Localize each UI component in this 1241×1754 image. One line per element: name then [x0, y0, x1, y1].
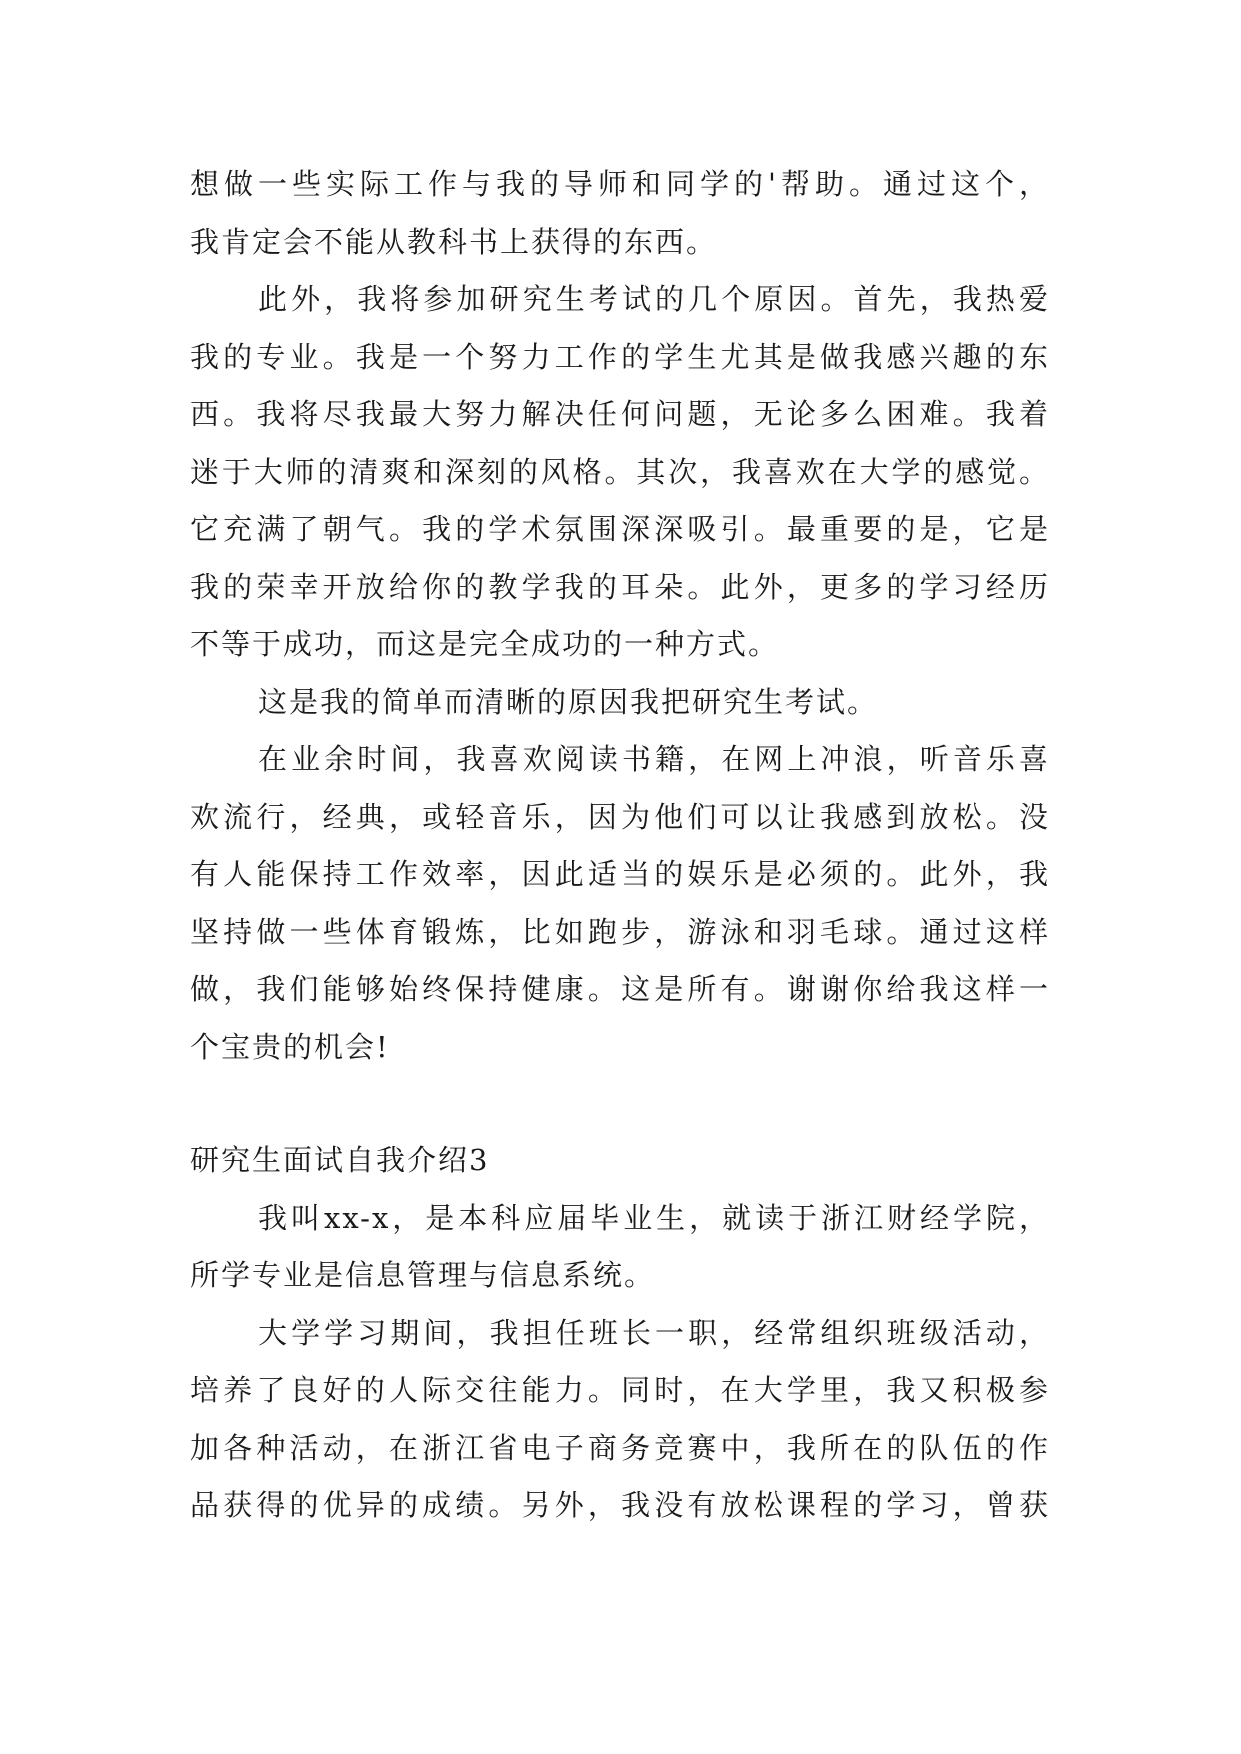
section-heading: 研究生面试自我介绍3	[190, 1143, 490, 1177]
text-line: 加各种活动，在浙江省电子商务竞赛中，我所在的队伍的作	[190, 1430, 1050, 1465]
document-body	[190, 156, 1050, 1535]
paragraph-start-line: 我叫xx-x，是本科应届毕业生，就读于浙江财经学院，	[258, 1200, 1050, 1235]
text-line: 不等于成功，而这是完全成功的一种方式。	[190, 627, 780, 661]
text-line: 培养了良好的人际交往能力。同时，在大学里，我又积极参	[190, 1373, 1050, 1407]
paragraph-start-line: 此外，我将参加研究生考试的几个原因。首先，我热爱	[258, 282, 1050, 316]
text-line: 坚持做一些体育锻炼，比如跑步，游泳和羽毛球。通过这样	[190, 914, 1050, 949]
paragraph-start-line: 在业余时间，我喜欢阅读书籍，在网上冲浪，听音乐喜	[258, 742, 1050, 776]
text-line: 我的荣幸开放给你的教学我的耳朵。此外，更多的学习经历	[190, 569, 1050, 604]
text-line: 做，我们能够始终保持健康。这是所有。谢谢你给我这样一	[190, 972, 1050, 1006]
text-line: 有人能保持工作效率，因此适当的娱乐是必须的。此外，我	[190, 857, 1050, 891]
text-line: 我肯定会不能从教科书上获得的东西。	[190, 224, 718, 259]
text-line: 个宝贵的机会!	[190, 1029, 390, 1064]
text-line: 所学专业是信息管理与信息系统。	[190, 1258, 656, 1292]
paragraph-start-line: 这是我的简单而清晰的原因我把研究生考试。	[258, 684, 879, 719]
text-line: 它充满了朝气。我的学术氛围深深吸引。最重要的是，它是	[190, 512, 1050, 546]
section-spacer	[190, 1076, 1050, 1132]
text-line: 我的专业。我是一个努力工作的学生尤其是做我感兴趣的东	[190, 339, 1050, 374]
text-line: 西。我将尽我最大努力解决任何问题，无论多么困难。我着	[190, 397, 1050, 431]
text-line: 想做一些实际工作与我的导师和同学的'帮助。通过这个，	[190, 167, 1050, 201]
text-line: 迷于大师的清爽和深刻的风格。其次，我喜欢在大学的感觉。	[190, 454, 1050, 489]
text-line: 品获得的优异的成绩。另外，我没有放松课程的学习，曾获	[190, 1488, 1050, 1522]
paragraph-start-line: 大学学习期间，我担任班长一职，经常组织班级活动，	[258, 1315, 1050, 1350]
text-line: 欢流行，经典，或轻音乐，因为他们可以让我感到放松。没	[190, 799, 1050, 834]
